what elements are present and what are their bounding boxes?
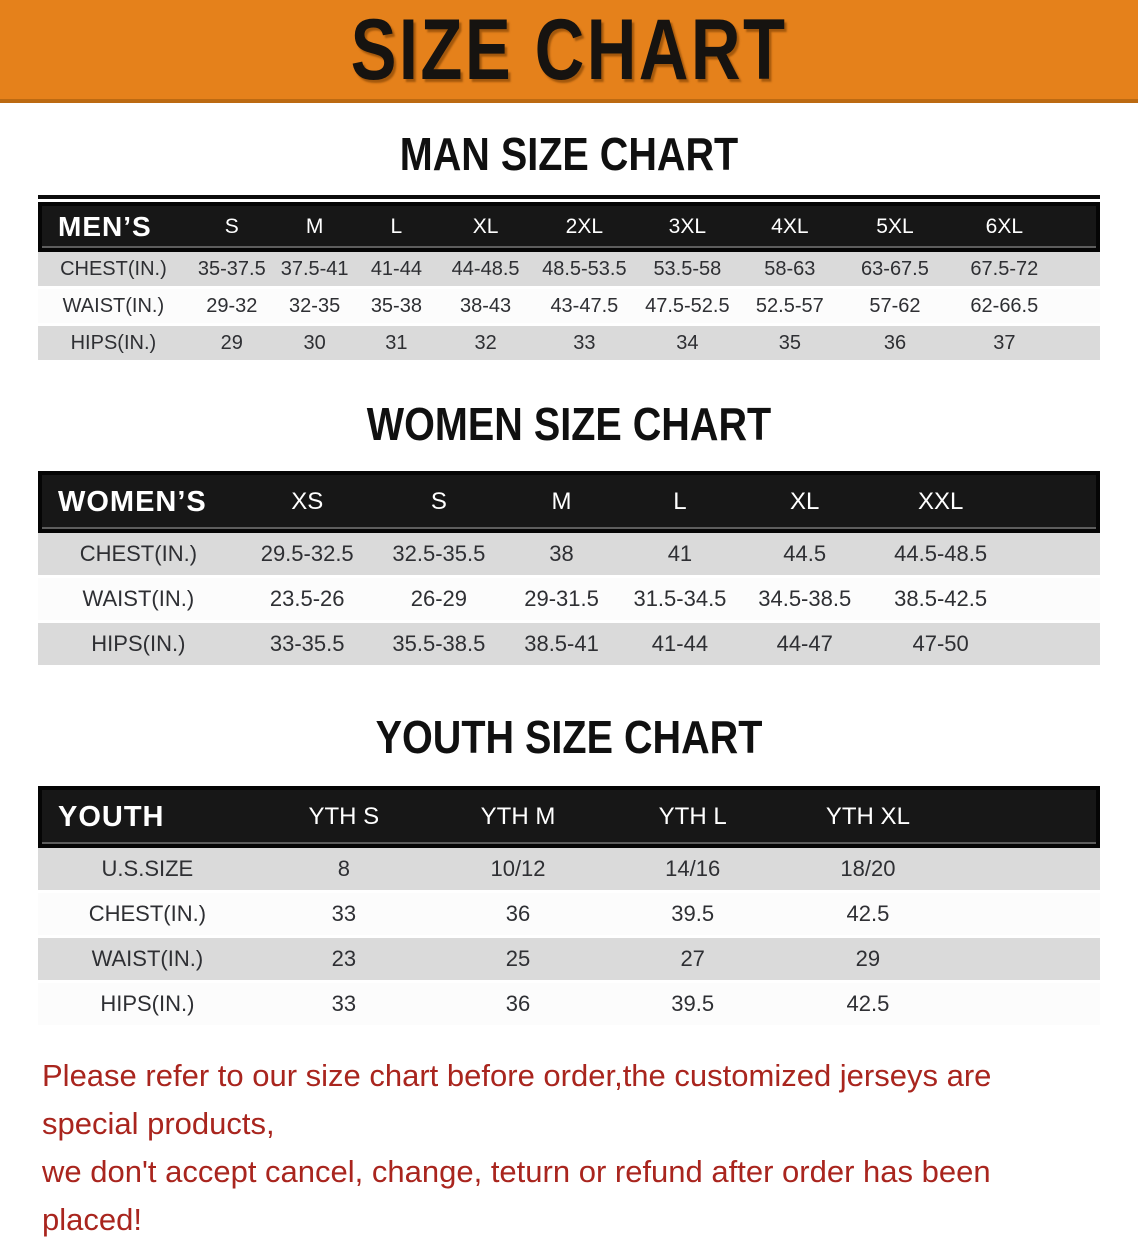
row-label: WAIST(IN.) [38, 578, 239, 623]
size-column-header: L [621, 471, 739, 533]
value-cell: 29 [189, 326, 275, 363]
row-label: WAIST(IN.) [38, 289, 189, 326]
value-cell: 35-37.5 [189, 252, 275, 289]
value-cell: 31.5-34.5 [621, 578, 739, 623]
value-cell: 29.5-32.5 [239, 533, 376, 578]
value-cell: 39.5 [605, 983, 780, 1028]
value-cell: 47-50 [871, 623, 1011, 668]
value-cell: 44-47 [739, 623, 871, 668]
value-cell: 43-47.5 [533, 289, 636, 326]
size-column-header: 3XL [636, 202, 739, 252]
value-cell: 44-48.5 [438, 252, 533, 289]
value-cell: 32-35 [275, 289, 355, 326]
value-cell: 38.5-41 [502, 623, 621, 668]
value-cell: 32 [438, 326, 533, 363]
value-cell: 36 [431, 983, 605, 1028]
value-cell: 63-67.5 [841, 252, 949, 289]
spacer-cell [956, 938, 1100, 983]
value-cell: 10/12 [431, 848, 605, 893]
value-cell: 42.5 [780, 983, 955, 1028]
size-column-header: XL [438, 202, 533, 252]
row-label: CHEST(IN.) [38, 893, 257, 938]
table-row [38, 893, 1100, 938]
size-column-header: YTH L [605, 786, 780, 848]
value-cell: 18/20 [780, 848, 955, 893]
value-cell: 8 [257, 848, 431, 893]
disclaimer-text [42, 1052, 1096, 1244]
table-row [38, 623, 1100, 668]
size-column-header: S [376, 471, 502, 533]
size-column-header: 4XL [739, 202, 841, 252]
value-cell: 26-29 [376, 578, 502, 623]
value-cell: 25 [431, 938, 605, 983]
value-cell: 31 [354, 326, 438, 363]
size-column-header: 6XL [949, 202, 1059, 252]
value-cell: 33 [257, 893, 431, 938]
value-cell: 53.5-58 [636, 252, 739, 289]
spacer-cell [1060, 252, 1100, 289]
value-cell: 36 [841, 326, 949, 363]
table-row [38, 938, 1100, 983]
value-cell: 29-31.5 [502, 578, 621, 623]
size-column-header: M [275, 202, 355, 252]
value-cell: 41 [621, 533, 739, 578]
value-cell: 30 [275, 326, 355, 363]
size-column-header: M [502, 471, 621, 533]
value-cell: 41-44 [621, 623, 739, 668]
size-column-header: 2XL [533, 202, 636, 252]
youth-table-title: YOUTH [38, 786, 257, 848]
row-label: HIPS(IN.) [38, 623, 239, 668]
value-cell: 33 [533, 326, 636, 363]
value-cell: 47.5-52.5 [636, 289, 739, 326]
disclaimer-line-1: Please refer to our size chart before order,the customized jerseys are special products, [42, 1058, 992, 1141]
disclaimer-line-2: we don't accept cancel, change, teturn or refund after order has been placed! [42, 1154, 991, 1237]
value-cell: 32.5-35.5 [376, 533, 502, 578]
size-column-header: YTH XL [780, 786, 955, 848]
size-column-header: XS [239, 471, 376, 533]
value-cell: 34 [636, 326, 739, 363]
row-label: CHEST(IN.) [38, 252, 189, 289]
header-spacer [956, 786, 1100, 848]
value-cell: 29-32 [189, 289, 275, 326]
value-cell: 44.5 [739, 533, 871, 578]
value-cell: 35-38 [354, 289, 438, 326]
value-cell: 41-44 [354, 252, 438, 289]
value-cell: 33-35.5 [239, 623, 376, 668]
size-column-header: YTH M [431, 786, 605, 848]
mens-header-row [38, 202, 1100, 252]
womens-table [38, 471, 1100, 668]
size-column-header: YTH S [257, 786, 431, 848]
row-label: CHEST(IN.) [38, 533, 239, 578]
value-cell: 38-43 [438, 289, 533, 326]
value-cell: 29 [780, 938, 955, 983]
row-label: WAIST(IN.) [38, 938, 257, 983]
value-cell: 33 [257, 983, 431, 1028]
value-cell: 39.5 [605, 893, 780, 938]
spacer-cell [956, 983, 1100, 1028]
value-cell: 48.5-53.5 [533, 252, 636, 289]
table-row [38, 983, 1100, 1028]
header-spacer [1060, 202, 1100, 252]
value-cell: 58-63 [739, 252, 841, 289]
spacer-cell [1060, 289, 1100, 326]
value-cell: 23.5-26 [239, 578, 376, 623]
banner [0, 0, 1138, 103]
row-label: HIPS(IN.) [38, 326, 189, 363]
mens-table-title: MEN’S [38, 202, 189, 252]
row-label: HIPS(IN.) [38, 983, 257, 1028]
value-cell: 37 [949, 326, 1059, 363]
value-cell: 38 [502, 533, 621, 578]
row-label: U.S.SIZE [38, 848, 257, 893]
spacer-cell [956, 848, 1100, 893]
value-cell: 52.5-57 [739, 289, 841, 326]
banner-title: SIZE CHART [350, 1, 788, 98]
mens-table-top-rule [38, 195, 1100, 199]
size-column-header: L [354, 202, 438, 252]
value-cell: 35.5-38.5 [376, 623, 502, 668]
size-column-header: XXL [871, 471, 1011, 533]
size-column-header: S [189, 202, 275, 252]
youth-section-heading: YOUTH SIZE CHART [375, 711, 763, 763]
table-row [38, 326, 1100, 363]
spacer-cell [1011, 533, 1100, 578]
value-cell: 35 [739, 326, 841, 363]
table-row [38, 578, 1100, 623]
men-section-heading: MAN SIZE CHART [399, 128, 739, 180]
table-row [38, 289, 1100, 326]
value-cell: 34.5-38.5 [739, 578, 871, 623]
value-cell: 23 [257, 938, 431, 983]
womens-header-row [38, 471, 1100, 533]
table-row [38, 848, 1100, 893]
value-cell: 14/16 [605, 848, 780, 893]
youth-table [38, 786, 1100, 1028]
value-cell: 38.5-42.5 [871, 578, 1011, 623]
header-spacer [1011, 471, 1100, 533]
value-cell: 37.5-41 [275, 252, 355, 289]
table-row [38, 533, 1100, 578]
value-cell: 57-62 [841, 289, 949, 326]
womens-table-title: WOMEN’S [38, 471, 239, 533]
spacer-cell [1011, 578, 1100, 623]
value-cell: 67.5-72 [949, 252, 1059, 289]
mens-table [38, 195, 1100, 363]
value-cell: 27 [605, 938, 780, 983]
spacer-cell [956, 893, 1100, 938]
value-cell: 42.5 [780, 893, 955, 938]
women-section-heading: WOMEN SIZE CHART [366, 398, 772, 450]
spacer-cell [1060, 326, 1100, 363]
value-cell: 36 [431, 893, 605, 938]
size-column-header: 5XL [841, 202, 949, 252]
size-column-header: XL [739, 471, 871, 533]
value-cell: 62-66.5 [949, 289, 1059, 326]
table-row [38, 252, 1100, 289]
value-cell: 44.5-48.5 [871, 533, 1011, 578]
youth-header-row [38, 786, 1100, 848]
spacer-cell [1011, 623, 1100, 668]
